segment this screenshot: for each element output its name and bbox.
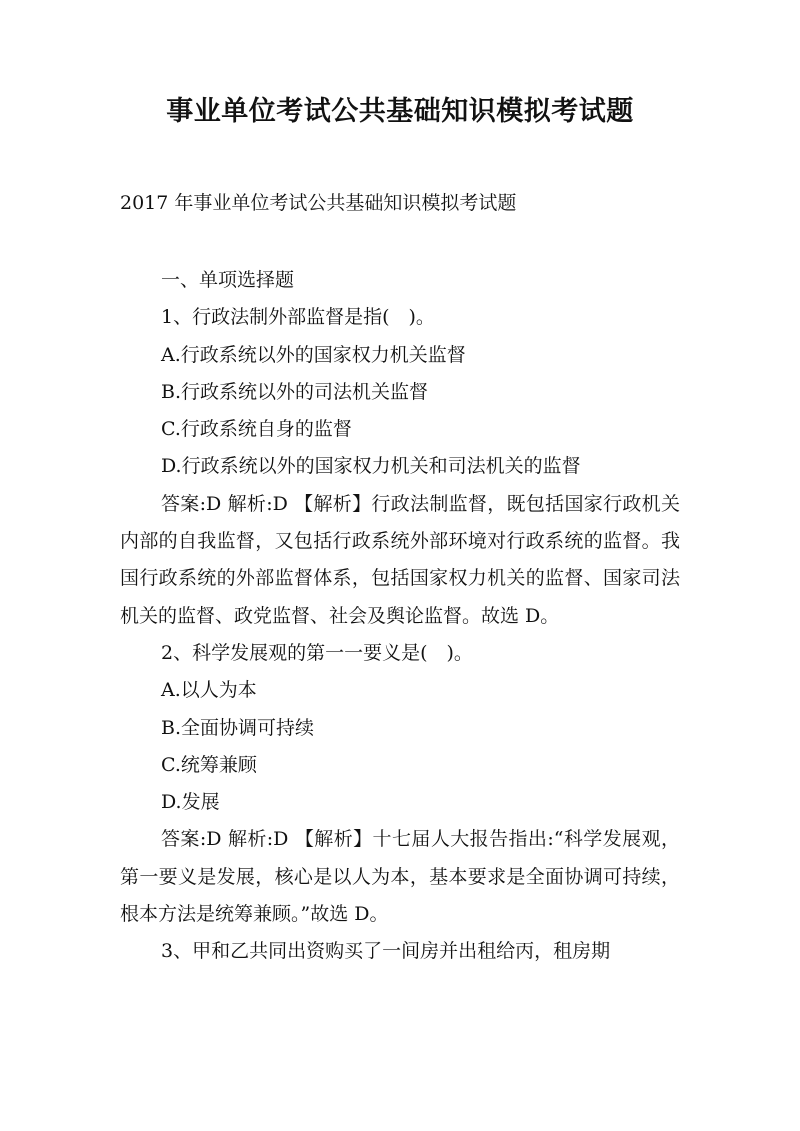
section-heading: 一、单项选择题 <box>161 269 295 291</box>
document-title: 事业单位考试公共基础知识模拟考试题 <box>166 96 634 127</box>
question-2-option-d: D.发展 <box>161 791 220 814</box>
question-1-option-a: A.行政系统以外的国家权力机关监督 <box>161 343 466 366</box>
question-2-stem: 2、科学发展观的第一一要义是( )。 <box>161 641 473 664</box>
question-2-option-a: A.以人为本 <box>161 679 257 702</box>
question-2-answer: 答案:D 解析:D 【解析】十七届人大报告指出:“科学发展观，第一要义是发展，核心是以人为本，基本要求是全面协调可持续，根本方法是统筹兼顾。”故选 D。 <box>120 828 680 926</box>
question-1-option-b: B.行政系统以外的司法机关监督 <box>161 380 429 403</box>
question-3-stem: 3、甲和乙共同出资购买了一间房并出租给丙，租房期 <box>161 940 611 963</box>
question-2-option-b: B.全面协调可持续 <box>161 716 315 739</box>
question-2-option-c: C.统筹兼顾 <box>161 753 257 776</box>
document-subtitle: 2017 年事业单位考试公共基础知识模拟考试题 <box>120 192 517 214</box>
question-1-option-c: C.行政系统自身的监督 <box>161 418 352 441</box>
document-body <box>120 262 680 971</box>
question-1-option-d: D.行政系统以外的国家权力机关和司法机关的监督 <box>161 455 581 478</box>
question-1-stem: 1、行政法制外部监督是指( )。 <box>161 306 435 329</box>
question-1-answer: 答案:D 解析:D 【解析】行政法制监督，既包括国家行政机关内部的自我监督，又包括行政系统外部环境对行政系统的监督。我国行政系统的外部监督体系，包括国家权力机关的监督、国家司法机关的监督、政党监督、社会及舆论监督。故选 D。 <box>120 492 680 627</box>
